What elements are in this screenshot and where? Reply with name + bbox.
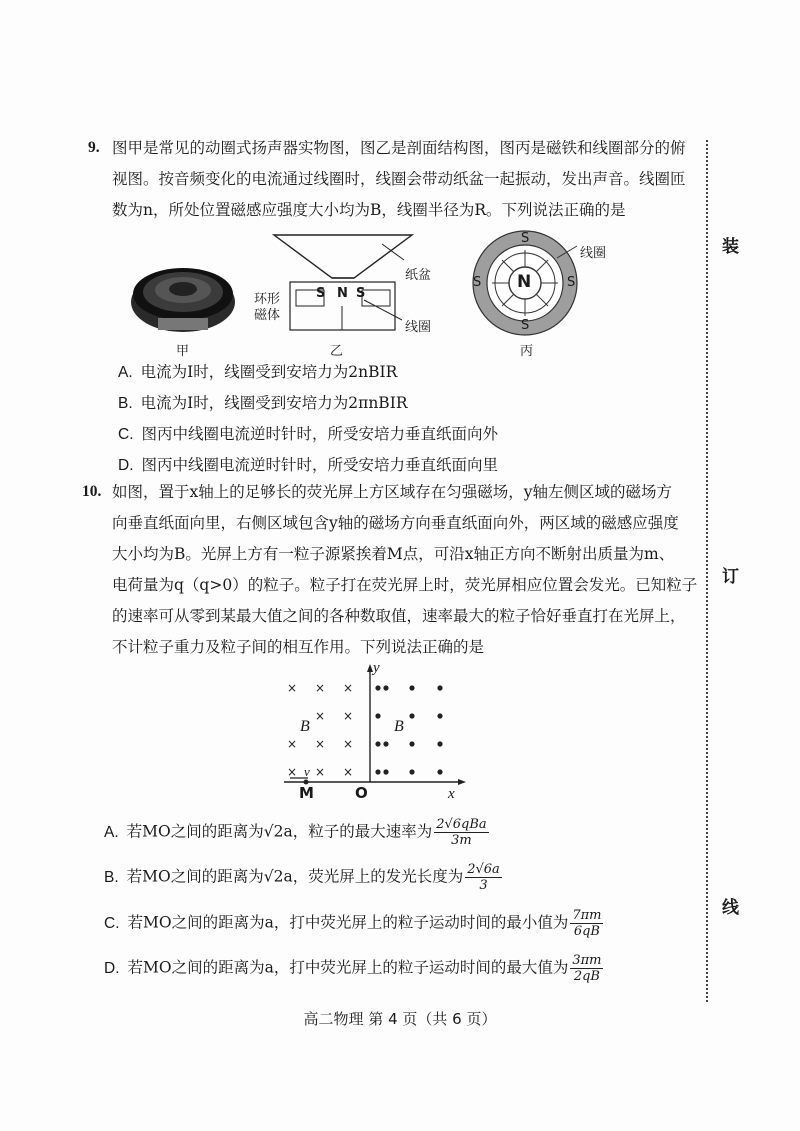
field-dot [437, 769, 442, 774]
question-10-line-3: 大小均为B。光屏上方有一粒子源紧挨着M点，可沿x轴正方向不断射出质量为m、 [112, 545, 675, 563]
binding-char-zhuang: 装 [722, 237, 739, 257]
field-cross: × [342, 765, 354, 779]
label-bing-s-left: S [473, 275, 482, 290]
field-dot [437, 741, 442, 746]
question-10-line-5: 的速率可从零到某最大值之间的各种数取值，速率最大的粒子恰好垂直打在光屏上， [112, 607, 686, 625]
field-dot [383, 685, 388, 690]
label-bing-s-bottom: S [521, 318, 530, 333]
label-s-left: S [316, 286, 326, 301]
caption-bing: 丙 [520, 344, 534, 359]
q9-option-c: C. 图丙中线圈电流逆时针时，所受安培力垂直纸面向外 [118, 425, 499, 443]
field-dot [375, 741, 380, 746]
question-9-line-2: 视图。按音频变化的电流通过线圈时，线圈会带动纸盆一起振动，发出声音。线圈匝 [112, 170, 686, 188]
field-dot [375, 685, 380, 690]
label-bing-s-top: S [521, 231, 530, 246]
label-ring-magnet-2: 磁体 [254, 308, 281, 323]
field-dot [375, 769, 380, 774]
question-9-line-1: 图甲是常见的动圈式扬声器实物图，图乙是剖面结构图，图丙是磁铁和线圈部分的俯 [112, 139, 686, 157]
q10-a-fraction: $\frac{\text{2√6qBa}}{3m}$ [436, 817, 487, 848]
label-paper-cone: 纸盆 [405, 268, 432, 283]
field-dot [409, 713, 414, 718]
q10-m-label: M [299, 784, 314, 802]
field-cross: × [286, 737, 298, 751]
q10-option-d: D. 若MO之间的距离为a，打中荧光屏上的粒子运动时间的最大值为 $\frac{3\pi m}{2qB}$ [104, 953, 602, 984]
field-cross: × [314, 737, 326, 751]
field-cross: × [314, 709, 326, 723]
field-dot [409, 685, 414, 690]
question-9-number: 9. [88, 139, 100, 156]
caption-yi: 乙 [330, 344, 344, 359]
q10-d-fraction: $\frac{3\pi m}{2qB}$ [572, 953, 602, 984]
q10-option-c: C. 若MO之间的距离为a，打中荧光屏上的粒子运动时间的最小值为 $\frac{7\pi m}{6qB}$ [104, 908, 602, 939]
field-dot [409, 741, 414, 746]
field-cross: × [314, 765, 326, 779]
q10-v-label: v [304, 764, 310, 779]
question-9-line-3: 数为n，所处位置磁感应强度大小均为B，线圈半径为R。下列说法正确的是 [112, 201, 626, 219]
label-s-right: S [356, 286, 366, 301]
question-10-line-4: 电荷量为q（q>0）的粒子。粒子打在荧光屏上时，荧光屏相应位置会发光。已知粒子 [112, 576, 698, 594]
field-cross: × [286, 765, 298, 779]
caption-jia: 甲 [176, 344, 190, 359]
field-dot [375, 713, 380, 718]
q9-option-d: D. 图丙中线圈电流逆时针时，所受安培力垂直纸面向里 [118, 456, 499, 474]
q9-option-b: B. 电流为I时，线圈受到安培力为2πnBIR [118, 394, 408, 412]
q10-option-a: A. 若MO之间的距离为√2a，粒子的最大速率为 $\frac{\text{2√6qBa}}{3m}$ [104, 817, 487, 848]
q9-option-a: A. 电流为I时，线圈受到安培力为2nBIR [118, 363, 398, 381]
field-cross: × [342, 681, 354, 695]
label-bing-s-right: S [567, 275, 576, 290]
field-cross: × [314, 681, 326, 695]
field-dot [437, 685, 442, 690]
field-cross: × [342, 709, 354, 723]
label-bing-n: N [517, 272, 532, 292]
question-10-line-6: 不计粒子重力及粒子间的相互作用。下列说法正确的是 [112, 638, 485, 656]
figure-jia-speaker [128, 262, 238, 334]
field-dot [437, 713, 442, 718]
page-footer: 高二物理 第 4 页（共 6 页） [303, 1010, 497, 1028]
binding-dotted-line [706, 140, 708, 1002]
q10-x-label: x [448, 786, 455, 802]
question-10-line-1: 如图，置于x轴上的足够长的荧光屏上方区域存在匀强磁场，y轴左侧区域的磁场方 [112, 483, 673, 501]
q10-o-label: O [355, 784, 368, 802]
field-cross: × [342, 737, 354, 751]
q10-option-b: B. 若MO之间的距离为√2a，荧光屏上的发光长度为 $\frac{2√6a}{3}$ [104, 862, 500, 893]
q10-b-fraction: $\frac{2√6a}{3}$ [467, 862, 500, 893]
q10-c-fraction: $\frac{7\pi m}{6qB}$ [572, 908, 602, 939]
q10-b-left: B [300, 718, 310, 735]
label-n-center: N [337, 286, 348, 301]
label-coil-bing: 线圈 [580, 246, 607, 261]
question-10-line-2: 向垂直纸面向里，右侧区域包含y轴的磁场方向垂直纸面向外，两区域的磁感应强度 [112, 514, 679, 532]
field-dot [383, 741, 388, 746]
field-cross: × [286, 681, 298, 695]
q10-y-label: y [373, 660, 380, 676]
q10-b-right: B [394, 718, 404, 735]
binding-char-xian: 线 [722, 898, 739, 918]
field-dot [409, 769, 414, 774]
label-coil-yi: 线圈 [405, 320, 432, 335]
label-ring-magnet-1: 环形 [254, 292, 281, 307]
field-dot [383, 769, 388, 774]
binding-char-ding: 订 [722, 567, 739, 587]
question-10-number: 10. [82, 483, 102, 500]
